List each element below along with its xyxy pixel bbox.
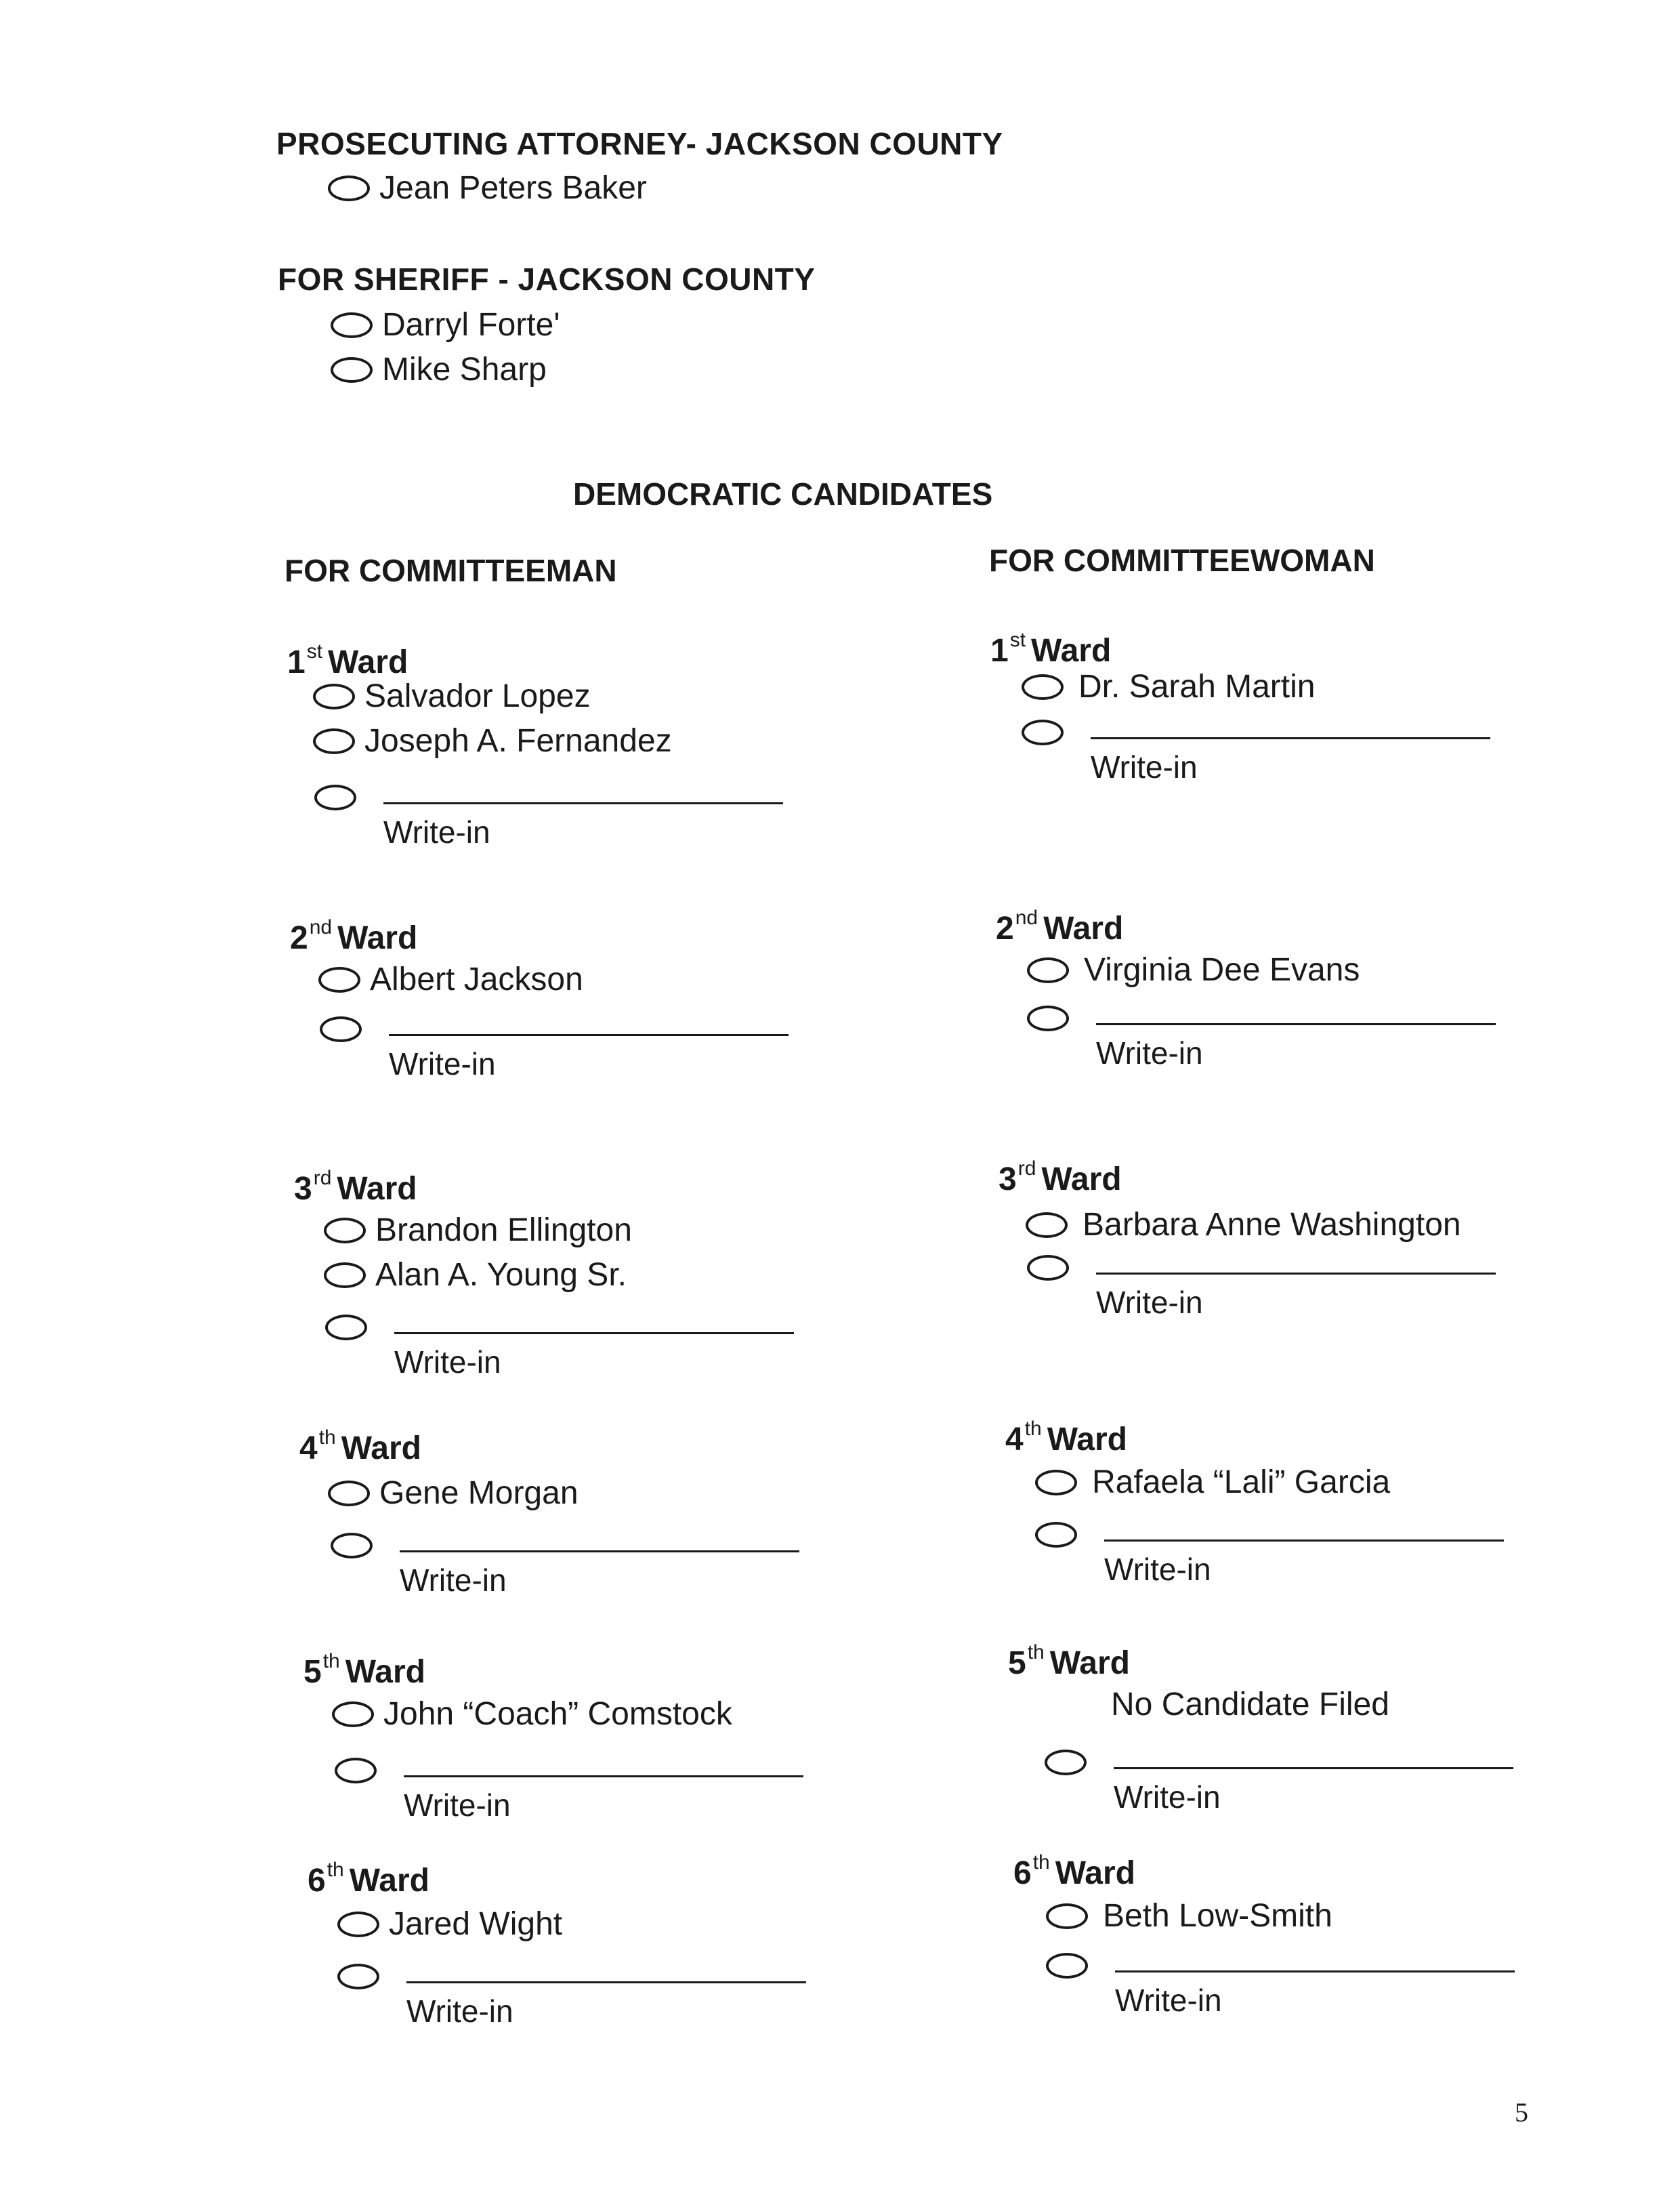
writein-line[interactable] (1104, 1522, 1504, 1542)
writein-line[interactable] (394, 1315, 794, 1334)
candidate-name: Albert Jackson (370, 962, 583, 997)
no-candidate-text: No Candidate Filed (1111, 1687, 1389, 1722)
candidate-row[interactable] (1046, 1897, 1332, 1935)
writein-label: Write-in (404, 1788, 511, 1823)
candidate-row[interactable] (1035, 1464, 1390, 1501)
vote-oval[interactable] (313, 728, 355, 754)
writein-row[interactable] (337, 1964, 813, 2029)
writein-row[interactable] (1027, 1255, 1503, 1321)
vote-oval[interactable] (1027, 1255, 1069, 1281)
writein-label: Write-in (400, 1563, 507, 1598)
writein-row[interactable] (1035, 1522, 1511, 1588)
writein-line[interactable] (1096, 1255, 1496, 1275)
candidate-row[interactable] (1026, 1206, 1461, 1243)
candidate-name: Jared Wight (389, 1906, 563, 1942)
vote-oval[interactable] (331, 312, 373, 338)
writein-line[interactable] (406, 1964, 806, 1983)
writein-label: Write-in (1091, 749, 1198, 785)
vote-oval[interactable] (313, 684, 355, 709)
vote-oval[interactable] (324, 1218, 366, 1243)
committeewoman-header: FOR COMMITTEEWOMAN (989, 543, 1375, 578)
writein-row[interactable] (1027, 1006, 1503, 1071)
ward-label: 3rd Ward (999, 1157, 1122, 1197)
writein-row[interactable] (314, 785, 790, 850)
candidate-name: Mike Sharp (382, 352, 547, 388)
vote-oval[interactable] (328, 1481, 370, 1506)
writein-row[interactable] (320, 1016, 795, 1082)
writein-label: Write-in (1114, 1779, 1221, 1815)
committeeman-header: FOR COMMITTEEMAN (285, 553, 617, 588)
candidate-name: Dr. Sarah Martin (1078, 669, 1316, 705)
writein-row[interactable] (1045, 1750, 1520, 1815)
candidate-name: Beth Low-Smith (1103, 1898, 1332, 1934)
vote-oval[interactable] (1027, 1006, 1069, 1031)
writein-row[interactable] (335, 1758, 810, 1823)
candidate-name: Gene Morgan (379, 1475, 579, 1511)
vote-oval[interactable] (1022, 720, 1064, 745)
writein-line[interactable] (1096, 1006, 1496, 1025)
vote-oval[interactable] (328, 175, 370, 201)
writein-line[interactable] (1091, 720, 1490, 739)
vote-oval[interactable] (325, 1315, 367, 1340)
vote-oval[interactable] (324, 1262, 366, 1288)
candidate-row[interactable] (313, 678, 591, 715)
candidate-row[interactable] (1027, 951, 1360, 989)
writein-label: Write-in (1115, 1983, 1222, 2018)
vote-oval[interactable] (1035, 1522, 1077, 1548)
vote-oval[interactable] (1046, 1903, 1088, 1929)
candidate-name: Jean Peters Baker (379, 170, 647, 206)
vote-oval[interactable] (318, 967, 360, 993)
vote-oval[interactable] (335, 1758, 377, 1783)
ward-label: 3rd Ward (294, 1167, 417, 1207)
candidate-name: Joseph A. Fernandez (364, 723, 672, 759)
candidate-row[interactable] (313, 722, 672, 760)
candidate-row[interactable] (331, 306, 560, 344)
vote-oval[interactable] (337, 1964, 379, 1989)
vote-oval[interactable] (337, 1912, 379, 1937)
candidate-name: Rafaela “Lali” Garcia (1092, 1464, 1391, 1500)
candidate-row[interactable] (1022, 668, 1315, 705)
writein-line[interactable] (389, 1016, 789, 1036)
vote-oval[interactable] (331, 1533, 373, 1558)
ward-label: 6th Ward (308, 1859, 429, 1899)
writein-label: Write-in (383, 814, 490, 850)
vote-oval[interactable] (331, 357, 373, 383)
vote-oval[interactable] (1045, 1750, 1087, 1775)
writein-label: Write-in (1104, 1552, 1211, 1587)
writein-line[interactable] (1115, 1953, 1515, 1972)
ward-label: 4th Ward (299, 1426, 421, 1466)
office-title-prosecutor: PROSECUTING ATTORNEY- JACKSON COUNTY (276, 126, 1003, 161)
writein-label: Write-in (1096, 1035, 1203, 1071)
candidate-row[interactable] (328, 169, 647, 207)
ward-label: 2nd Ward (996, 907, 1124, 947)
ward-label: 5th Ward (1008, 1641, 1130, 1681)
candidate-row[interactable] (328, 1474, 579, 1512)
candidate-name: Salvador Lopez (364, 678, 591, 714)
ward-label: 1st Ward (287, 640, 408, 680)
ward-label: 2nd Ward (290, 916, 418, 956)
writein-row[interactable] (1022, 720, 1497, 785)
candidate-name: Alan A. Young Sr. (375, 1257, 627, 1293)
ward-label: 4th Ward (1005, 1418, 1127, 1458)
writein-line[interactable] (1114, 1750, 1513, 1769)
candidate-row[interactable] (324, 1212, 632, 1249)
candidate-row[interactable] (324, 1256, 627, 1294)
writein-line[interactable] (404, 1758, 803, 1777)
writein-label: Write-in (389, 1046, 496, 1081)
writein-row[interactable] (1046, 1953, 1521, 2019)
candidate-row[interactable] (331, 351, 547, 388)
party-header: DEMOCRATIC CANDIDATES (573, 476, 993, 512)
writein-line[interactable] (383, 785, 783, 804)
candidate-name: Virginia Dee Evans (1084, 952, 1360, 988)
candidate-name: Barbara Anne Washington (1083, 1207, 1461, 1243)
vote-oval[interactable] (332, 1701, 374, 1727)
page-number: 5 (1515, 2097, 1528, 2128)
candidate-name: Brandon Ellington (375, 1212, 632, 1248)
candidate-row[interactable] (318, 961, 583, 998)
vote-oval[interactable] (314, 785, 356, 810)
candidate-row[interactable] (337, 1905, 562, 1943)
ward-label: 6th Ward (1013, 1851, 1135, 1891)
ward-label: 1st Ward (990, 629, 1112, 669)
candidate-row[interactable] (332, 1695, 732, 1733)
writein-line[interactable] (400, 1533, 799, 1552)
candidate-name: Darryl Forte' (382, 307, 560, 343)
vote-oval[interactable] (1046, 1953, 1088, 1979)
writein-label: Write-in (406, 1993, 513, 2029)
writein-label: Write-in (394, 1344, 501, 1380)
ward-label: 5th Ward (303, 1650, 425, 1690)
candidate-name: John “Coach” Comstock (383, 1696, 732, 1732)
vote-oval[interactable] (320, 1016, 362, 1042)
vote-oval[interactable] (1022, 674, 1064, 700)
vote-oval[interactable] (1027, 957, 1069, 983)
office-title-sheriff: FOR SHERIFF - JACKSON COUNTY (278, 262, 816, 297)
no-candidate-note (1111, 1686, 1389, 1723)
vote-oval[interactable] (1035, 1470, 1077, 1495)
writein-label: Write-in (1096, 1285, 1203, 1320)
writein-row[interactable] (325, 1315, 801, 1380)
writein-row[interactable] (331, 1533, 806, 1598)
vote-oval[interactable] (1026, 1212, 1068, 1238)
